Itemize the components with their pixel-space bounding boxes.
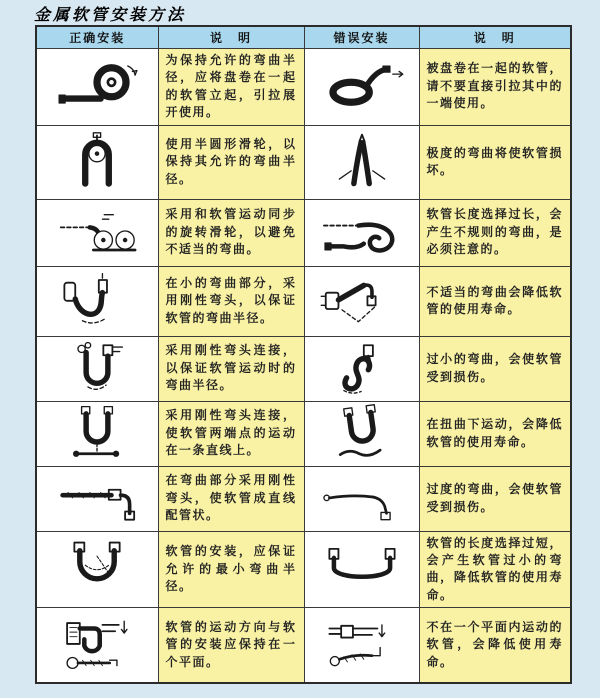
wrong-description: 极度的弯曲将使软管损坏。 (419, 125, 571, 199)
wrong-description: 被盘卷在一起的软管，请不要直接引拉其中的一端使用。 (419, 48, 571, 125)
correct-description: 在弯曲部分采用刚性弯头，使软管成直线配管状。 (158, 466, 304, 531)
correct-image-cell (36, 266, 158, 336)
wrong-description: 过小的弯曲，会使软管受到损伤。 (419, 336, 571, 401)
wrong-description: 软管长度选择过长，会产生不规则的弯曲，是必须注意的。 (419, 199, 571, 266)
straight-pipe-elbow-icon (46, 468, 148, 526)
wrong-description: 不适当的弯曲会降低软管的使用寿命。 (419, 266, 571, 336)
semicircular-pulley-hose-icon (46, 131, 148, 189)
correct-description: 采用和软管运动同步的旋转滑轮，以避免不适当的弯曲。 (158, 199, 304, 266)
table-row (36, 266, 571, 336)
correct-description: 在小的弯曲部分，采用刚性弯头，以保证软管的弯曲半径。 (158, 266, 304, 336)
table-row (36, 48, 571, 125)
rigid-elbow-u-hose-icon (46, 338, 148, 396)
wrong-image-cell (304, 531, 419, 608)
header-correct-install: 正确安装 (36, 26, 158, 48)
table-row (36, 608, 571, 683)
irregular-loop-hose-icon (311, 202, 413, 260)
table-row (36, 125, 571, 199)
table-row (36, 336, 571, 401)
wrong-description: 软管的长度选择过短，会产生软管过小的弯曲，降低软管的使用寿命。 (419, 531, 571, 608)
improper-bend-hose-icon (311, 270, 413, 328)
table-row (36, 199, 571, 266)
wrong-image-cell (304, 199, 419, 266)
table-body (36, 48, 571, 683)
correct-image-cell (36, 466, 158, 531)
rotating-pulleys-hose-icon (46, 202, 148, 260)
table-row (36, 466, 571, 531)
correct-image-cell (36, 48, 158, 125)
table-row (36, 401, 571, 466)
too-short-u-hose-icon (311, 538, 413, 596)
installation-table (35, 25, 572, 684)
too-small-bend-hose-icon (311, 338, 413, 396)
header-wrong-install: 错误安装 (304, 26, 419, 48)
correct-image-cell (36, 336, 158, 401)
excessive-bend-straight-hose-icon (311, 468, 413, 526)
rigid-elbow-small-bend-icon (46, 270, 148, 328)
correct-image-cell (36, 401, 158, 466)
wrong-description: 在扭曲下运动，会降低软管的使用寿命。 (419, 401, 571, 466)
table-row (36, 531, 571, 608)
wrong-image-cell (304, 466, 419, 531)
standing-coil-hose-icon (46, 56, 148, 114)
correct-description: 软管的运动方向与软管的安装应保持在一个平面。 (158, 608, 304, 683)
correct-description: 为保持允许的弯曲半径，应将盘卷在一起的软管立起，引拉展开使用。 (158, 48, 304, 125)
planar-trap-hose-icon (46, 614, 148, 672)
wrong-image-cell (304, 266, 419, 336)
correct-description: 采用刚性弯头连接，使软管两端点的运动在一条直线上。 (158, 401, 304, 466)
min-radius-u-hose-icon (46, 538, 148, 596)
correct-image-cell (36, 125, 158, 199)
wrong-image-cell (304, 401, 419, 466)
correct-image-cell (36, 608, 158, 683)
wrong-image-cell (304, 125, 419, 199)
correct-description: 软管的安装，应保证允许的最小弯曲半径。 (158, 531, 304, 608)
correct-image-cell (36, 199, 158, 266)
wrong-image-cell (304, 336, 419, 401)
extreme-bend-hose-icon (311, 131, 413, 189)
wrong-description: 过度的弯曲，会使软管受到损伤。 (419, 466, 571, 531)
non-planar-hose-icon (311, 614, 413, 672)
correct-image-cell (36, 531, 158, 608)
header-correct-description: 说 明 (158, 26, 304, 48)
flat-coil-pull-hose-icon (311, 56, 413, 114)
twisted-u-hose-icon (311, 403, 413, 461)
correct-description: 使用半圆形滑轮，以保持其允许的弯曲半径。 (158, 125, 304, 199)
header-wrong-description: 说 明 (419, 26, 571, 48)
wrong-description: 不在一个平面内运动的软管，会降低使用寿命。 (419, 608, 571, 683)
page-title: 金属软管安装方法 (34, 5, 187, 24)
inline-motion-u-hose-icon (46, 403, 148, 461)
wrong-image-cell (304, 608, 419, 683)
wrong-image-cell (304, 48, 419, 125)
correct-description: 采用刚性弯头连接，以保证软管运动时的弯曲半径。 (158, 336, 304, 401)
header-row (36, 26, 571, 48)
